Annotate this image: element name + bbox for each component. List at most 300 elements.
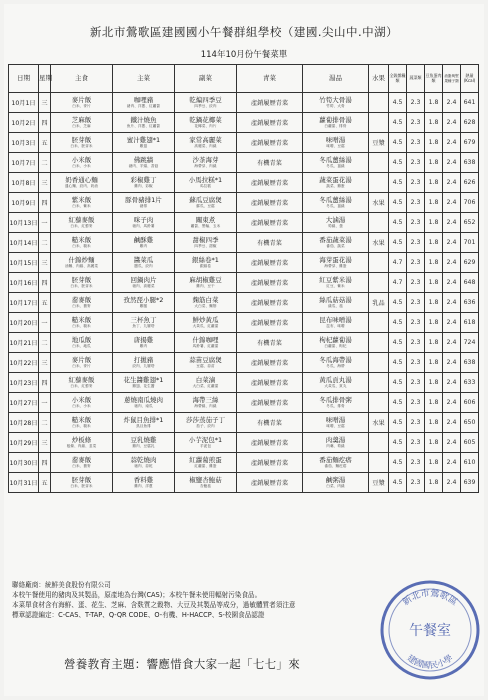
cell-soup-ingredients: 番茄、蔬菜 bbox=[326, 243, 345, 248]
cell-nutrition-n4: 2.4 bbox=[443, 373, 461, 393]
stamp-top-text: 新北市鶯歌區 bbox=[401, 588, 459, 608]
cell-main-dish: 蔥燒南瓜燒肉 bbox=[124, 395, 163, 404]
cell-nutrition-n3: 1.8 bbox=[425, 173, 443, 193]
cell-main bbox=[113, 233, 175, 253]
cell-nutrition-n5: 638 bbox=[461, 153, 479, 173]
cell-weekday: 二 bbox=[39, 333, 51, 353]
cell-nutrition-n2: 2.3 bbox=[407, 233, 425, 253]
cell-staple bbox=[51, 153, 113, 173]
cell-main bbox=[113, 273, 175, 293]
notes-block bbox=[12, 580, 372, 620]
cell-nutrition-n4: 2.4 bbox=[443, 293, 461, 313]
cell-nutrition-n5: 629 bbox=[461, 253, 479, 273]
cell-side bbox=[175, 253, 237, 273]
cell-nutrition-n2: 2.3 bbox=[407, 293, 425, 313]
cell-soup-dish: 黃瓜貢丸湯 bbox=[319, 375, 352, 384]
cell-soup-ingredients: 白菜、肉絲 bbox=[326, 483, 345, 488]
cell-main bbox=[113, 433, 175, 453]
cell-soup-ingredients: 番茄、麵疙瘩 bbox=[324, 463, 347, 468]
cell-side bbox=[175, 173, 237, 193]
cell-staple bbox=[51, 333, 113, 353]
cell-date: 10月1日 bbox=[9, 93, 39, 113]
cell-nutrition-n4: 2.4 bbox=[443, 213, 461, 233]
cell-side-ingredients: 杏鮑菇 bbox=[199, 483, 212, 488]
table-row bbox=[9, 393, 479, 413]
cell-vegetable: 產銷履歷青菜 bbox=[237, 393, 303, 413]
cell-nutrition-n4: 2.4 bbox=[443, 233, 461, 253]
cell-staple-dish: 麥片飯 bbox=[71, 95, 92, 104]
cell-side-dish: 紅蘿蔔煎蛋 bbox=[189, 455, 222, 464]
cell-soup-ingredients: 味噌、豆腐 bbox=[326, 143, 345, 148]
cell-main bbox=[113, 173, 175, 193]
cell-weekday: 五 bbox=[39, 473, 51, 493]
cell-side-ingredients: 海帶芽、肉絲 bbox=[194, 163, 217, 168]
cell-vegetable: 產銷履歷青菜 bbox=[237, 313, 303, 333]
cell-side bbox=[175, 433, 237, 453]
cell-side-ingredients: 茄子、絞肉 bbox=[196, 423, 215, 428]
cell-nutrition-n1: 4.5 bbox=[389, 193, 407, 213]
cell-soup-dish: 鹹粥湯 bbox=[325, 475, 346, 484]
cell-staple-dish: 糙米飯 bbox=[71, 415, 92, 424]
col-header-side: 副菜 bbox=[175, 65, 237, 93]
cell-main-dish: 三杯魚丁 bbox=[130, 315, 157, 324]
cell-soup-dish: 味噌湯 bbox=[325, 135, 346, 144]
cell-weekday: 五 bbox=[39, 133, 51, 153]
cell-staple bbox=[51, 373, 113, 393]
cell-nutrition-n1: 4.5 bbox=[389, 293, 407, 313]
cell-date: 10月15日 bbox=[9, 253, 39, 273]
cell-side-dish: 乾鍋花椰菜 bbox=[189, 115, 222, 124]
table-row bbox=[9, 353, 479, 373]
cell-staple-ingredients: 白米、小米 bbox=[72, 163, 91, 168]
cell-vegetable: 產銷履歷青菜 bbox=[237, 373, 303, 393]
cell-weekday: 三 bbox=[39, 93, 51, 113]
cell-nutrition-n1: 4.5 bbox=[389, 393, 407, 413]
cell-date: 10月27日 bbox=[9, 393, 39, 413]
cell-nutrition-n5: 636 bbox=[461, 293, 479, 313]
cell-nutrition-n3: 1.8 bbox=[425, 453, 443, 473]
cell-nutrition-n2: 2.3 bbox=[407, 413, 425, 433]
cell-side-dish: 沙茶海芽 bbox=[192, 155, 219, 164]
cell-soup bbox=[303, 173, 369, 193]
cell-nutrition-n4: 2.4 bbox=[443, 353, 461, 373]
cell-vegetable: 有機青菜 bbox=[237, 233, 303, 253]
cell-soup-ingredients: 竹筍、大骨 bbox=[326, 103, 345, 108]
cell-nutrition-n5: 724 bbox=[461, 333, 479, 353]
cell-nutrition-n2: 2.3 bbox=[407, 393, 425, 413]
cell-fruit bbox=[369, 253, 389, 273]
cell-soup-dish: 蘿蔔排骨湯 bbox=[319, 115, 352, 124]
cell-nutrition-n1: 4.5 bbox=[389, 473, 407, 493]
cell-vegetable: 產銷履歷青菜 bbox=[237, 93, 303, 113]
cell-nutrition-n1: 4.5 bbox=[389, 93, 407, 113]
cell-side-dish: 小馬拉糕*1 bbox=[188, 175, 223, 184]
cell-fruit bbox=[369, 213, 389, 233]
cell-side-ingredients: 大白菜、麵筋 bbox=[194, 303, 217, 308]
cell-date: 10月31日 bbox=[9, 473, 39, 493]
cell-nutrition-n5: 652 bbox=[461, 213, 479, 233]
nutrition-theme: 營養教育主題：響應惜食大家一起「七七」來 bbox=[64, 657, 300, 671]
cell-staple bbox=[51, 353, 113, 373]
cell-date: 10月16日 bbox=[9, 273, 39, 293]
cell-date: 10月17日 bbox=[9, 293, 39, 313]
cell-staple-ingredients: 白米、紫米 bbox=[72, 203, 91, 208]
cell-staple-dish: 胚芽飯 bbox=[71, 275, 92, 284]
cell-date: 10月29日 bbox=[9, 433, 39, 453]
svg-text:建國國民小學 bbox=[405, 652, 456, 671]
cell-staple bbox=[51, 313, 113, 333]
cell-main bbox=[113, 193, 175, 213]
cell-nutrition-n4: 2.4 bbox=[443, 273, 461, 293]
cell-side bbox=[175, 93, 237, 113]
cell-staple-ingredients: 白米、紅藜麥 bbox=[70, 383, 93, 388]
cell-soup-dish: 海芽蛋花湯 bbox=[319, 255, 352, 264]
cell-side-ingredients: 蘇瓜、豆腐 bbox=[196, 203, 215, 208]
cell-nutrition-n5: 618 bbox=[461, 313, 479, 333]
cell-staple-ingredients: 白米、糙米 bbox=[72, 243, 91, 248]
cell-fruit: 豆漿 bbox=[369, 473, 389, 493]
cell-fruit bbox=[369, 113, 389, 133]
cell-main bbox=[113, 393, 175, 413]
cell-main-ingredients: 魚片、洋蔥、紅蘿蔔 bbox=[126, 123, 161, 128]
cell-nutrition-n5: 639 bbox=[461, 473, 479, 493]
cell-soup bbox=[303, 353, 369, 373]
cell-soup bbox=[303, 153, 369, 173]
cell-fruit: 水果 bbox=[369, 233, 389, 253]
cell-main-ingredients: 雞翅、花生醬 bbox=[132, 383, 155, 388]
cell-soup-dish: 竹筍大骨湯 bbox=[319, 95, 352, 104]
cell-soup-ingredients: 味噌、豆腐 bbox=[326, 423, 345, 428]
cell-soup-dish: 冬瓜排骨粥 bbox=[319, 395, 352, 404]
cell-soup bbox=[303, 433, 369, 453]
cell-weekday: 三 bbox=[39, 173, 51, 193]
cell-main bbox=[113, 453, 175, 473]
cell-date: 10月30日 bbox=[9, 453, 39, 473]
cell-main bbox=[113, 353, 175, 373]
cell-nutrition-n4: 2.4 bbox=[443, 113, 461, 133]
cell-vegetable: 產銷履歷青菜 bbox=[237, 473, 303, 493]
table-row bbox=[9, 93, 479, 113]
cell-staple bbox=[51, 113, 113, 133]
cell-side-ingredients: 蘿蔔、黑輪、玉米 bbox=[190, 223, 221, 228]
table-row bbox=[9, 173, 479, 193]
table-row bbox=[9, 433, 479, 453]
cell-nutrition-n2: 2.3 bbox=[407, 353, 425, 373]
cell-side-ingredients: 馬拉糕 bbox=[199, 183, 212, 188]
cell-nutrition-n4: 2.4 bbox=[443, 453, 461, 473]
cell-weekday: 三 bbox=[39, 433, 51, 453]
cell-nutrition-n2: 2.3 bbox=[407, 473, 425, 493]
col-header-weekday: 星期 bbox=[39, 65, 51, 93]
cell-vegetable: 產銷履歷青菜 bbox=[237, 213, 303, 233]
cell-side bbox=[175, 213, 237, 233]
cell-nutrition-n1: 4.5 bbox=[389, 313, 407, 333]
cell-vegetable: 產銷履歷青菜 bbox=[237, 273, 303, 293]
cell-nutrition-n3: 1.8 bbox=[425, 313, 443, 333]
cell-staple-ingredients: 通心麵、絞肉、奶油 bbox=[64, 183, 99, 188]
cell-main bbox=[113, 253, 175, 273]
cell-main-dish: 花生醬雞翅*1 bbox=[123, 375, 164, 384]
cell-side bbox=[175, 153, 237, 173]
table-row bbox=[9, 193, 479, 213]
cell-nutrition-n1: 4.5 bbox=[389, 333, 407, 353]
cell-soup-dish: 味噌湯 bbox=[325, 415, 346, 424]
cell-weekday: 三 bbox=[39, 253, 51, 273]
cell-staple-dish: 紅藜麥飯 bbox=[68, 375, 95, 384]
cell-vegetable: 產銷履歷青菜 bbox=[237, 133, 303, 153]
cell-nutrition-n3: 1.8 bbox=[425, 213, 443, 233]
cell-main-ingredients: 豬肉、芋頭、香菇 bbox=[128, 163, 159, 168]
cell-vegetable: 產銷履歷青菜 bbox=[237, 113, 303, 133]
cell-nutrition-n1: 4.7 bbox=[389, 273, 407, 293]
cell-fruit bbox=[369, 433, 389, 453]
cell-soup-ingredients: 冬瓜、薑絲 bbox=[326, 163, 345, 168]
cell-nutrition-n5: 605 bbox=[461, 433, 479, 453]
cell-weekday: 三 bbox=[39, 353, 51, 373]
cell-main-dish: 回鍋肉片 bbox=[130, 275, 157, 284]
cell-side-dish: 莎莎蒸茄子丁 bbox=[186, 415, 225, 424]
cell-nutrition-n1: 4.5 bbox=[389, 373, 407, 393]
col-header-soup: 湯品 bbox=[303, 65, 369, 93]
cell-soup bbox=[303, 473, 369, 493]
col-header-staple: 主食 bbox=[51, 65, 113, 93]
cell-nutrition-n3: 1.8 bbox=[425, 233, 443, 253]
cell-side-dish: 麴筋白菜 bbox=[192, 295, 219, 304]
cell-side-dish: 關東煮 bbox=[195, 215, 216, 224]
cell-side-dish: 白菜滷 bbox=[195, 375, 216, 384]
cell-soup-dish: 大滷湯 bbox=[325, 215, 346, 224]
cell-staple-dish: 地瓜飯 bbox=[71, 335, 92, 344]
cell-soup bbox=[303, 93, 369, 113]
cell-nutrition-n1: 4.7 bbox=[389, 253, 407, 273]
cell-side-dish: 銀絲卷*1 bbox=[192, 255, 219, 264]
cell-nutrition-n3: 1.8 bbox=[425, 193, 443, 213]
cell-main-ingredients: 雞腿 bbox=[139, 303, 148, 308]
cell-soup bbox=[303, 193, 369, 213]
cell-soup-ingredients: 絲瓜、菇 bbox=[328, 303, 343, 308]
cell-side bbox=[175, 113, 237, 133]
cell-staple-dish: 蕎麥飯 bbox=[71, 295, 92, 304]
cell-date: 10月2日 bbox=[9, 113, 39, 133]
stamp-center-text: 午餐室 bbox=[409, 623, 451, 639]
cell-side-dish: 什錦咖哩 bbox=[192, 335, 219, 344]
cell-side bbox=[175, 273, 237, 293]
cell-side-ingredients: 大黃瓜、紅蘿蔔 bbox=[192, 323, 219, 328]
cell-soup-dish: 枸杞蘿蔔湯 bbox=[319, 335, 352, 344]
cell-date: 10月7日 bbox=[9, 153, 39, 173]
cell-nutrition-n2: 2.3 bbox=[407, 433, 425, 453]
cell-fruit: 乳品 bbox=[369, 293, 389, 313]
cell-side-ingredients: 四季豆、絞肉 bbox=[194, 103, 217, 108]
cell-weekday: 四 bbox=[39, 273, 51, 293]
cell-fruit bbox=[369, 273, 389, 293]
cell-nutrition-n5: 626 bbox=[461, 173, 479, 193]
cell-main-dish: 香料雞 bbox=[133, 475, 154, 484]
col-header-fruit: 水果 bbox=[369, 65, 389, 93]
cell-soup-ingredients: 筍絲、蛋 bbox=[328, 223, 343, 228]
cell-nutrition-n1: 4.5 bbox=[389, 413, 407, 433]
cell-staple-dish: 糙米飯 bbox=[71, 235, 92, 244]
cell-weekday: 一 bbox=[39, 313, 51, 333]
cell-date: 10月23日 bbox=[9, 373, 39, 393]
cell-side-ingredients: 雞肉、豆干 bbox=[196, 283, 215, 288]
cell-main-ingredients: 豬肉、高麗菜 bbox=[132, 283, 155, 288]
cell-side bbox=[175, 473, 237, 493]
cell-date: 10月22日 bbox=[9, 353, 39, 373]
cell-side bbox=[175, 453, 237, 473]
cell-main-ingredients: 雞翅 bbox=[139, 143, 148, 148]
cell-nutrition-n1: 4.5 bbox=[389, 153, 407, 173]
cell-soup bbox=[303, 293, 369, 313]
cell-nutrition-n2: 2.3 bbox=[407, 133, 425, 153]
cell-nutrition-n4: 2.4 bbox=[443, 473, 461, 493]
cell-side-dish: 椒鹽杏鮑菇 bbox=[189, 475, 222, 484]
cell-main-dish: 鹹酥雞 bbox=[133, 235, 154, 244]
cell-main-dish: 蜜汁雞翅*1 bbox=[126, 135, 161, 144]
cell-fruit bbox=[369, 153, 389, 173]
cell-staple-ingredients: 板條、肉絲、韭菜 bbox=[66, 443, 97, 448]
cell-soup bbox=[303, 313, 369, 333]
cell-main bbox=[113, 313, 175, 333]
cell-nutrition-n3: 1.8 bbox=[425, 433, 443, 453]
cell-staple bbox=[51, 433, 113, 453]
cell-nutrition-n4: 2.4 bbox=[443, 173, 461, 193]
cell-side-ingredients: 銀絲卷 bbox=[199, 263, 212, 268]
cell-date: 10月28日 bbox=[9, 413, 39, 433]
cell-side-dish: 蒜苗豆腐煲 bbox=[189, 355, 222, 364]
cell-main-dish: 唐揚雞 bbox=[133, 335, 154, 344]
cell-weekday: 二 bbox=[39, 153, 51, 173]
cell-nutrition-n2: 2.3 bbox=[407, 113, 425, 133]
cell-main-ingredients: 豬肉、南瓜 bbox=[134, 403, 153, 408]
cell-side-ingredients: 海帶絲、肉絲 bbox=[194, 403, 217, 408]
menu-sheet bbox=[4, 4, 484, 696]
cell-fruit bbox=[369, 373, 389, 393]
cell-vegetable: 產銷履歷青菜 bbox=[237, 253, 303, 273]
cell-nutrition-n3: 1.8 bbox=[425, 333, 443, 353]
stamp-bottom-text: 建國國民小學 bbox=[404, 653, 456, 672]
cell-nutrition-n3: 1.8 bbox=[425, 353, 443, 373]
col-header-main: 主菜 bbox=[113, 65, 175, 93]
cell-side bbox=[175, 233, 237, 253]
cell-nutrition-n1: 4.5 bbox=[389, 353, 407, 373]
cell-date: 10月8日 bbox=[9, 173, 39, 193]
cell-nutrition-n3: 1.8 bbox=[425, 133, 443, 153]
cell-nutrition-n3: 1.8 bbox=[425, 153, 443, 173]
cell-vegetable: 有機青菜 bbox=[237, 333, 303, 353]
cell-nutrition-n2: 2.3 bbox=[407, 373, 425, 393]
cell-staple-dish: 胚芽飯 bbox=[71, 135, 92, 144]
cell-vegetable: 產銷履歷青菜 bbox=[237, 293, 303, 313]
cell-side-ingredients: 馬鈴薯、紅蘿蔔 bbox=[192, 343, 219, 348]
cell-vegetable: 產銷履歷青菜 bbox=[237, 453, 303, 473]
cell-weekday: 一 bbox=[39, 213, 51, 233]
cell-nutrition-n2: 2.3 bbox=[407, 453, 425, 473]
cell-side bbox=[175, 293, 237, 313]
col-header-kcal: 熱量(Kcal) bbox=[461, 65, 479, 93]
cell-weekday: 四 bbox=[39, 113, 51, 133]
cell-main-ingredients: 雞肉、彩椒 bbox=[134, 183, 153, 188]
cell-nutrition-n3: 1.8 bbox=[425, 413, 443, 433]
cell-main-dish: 豆乳燒雞 bbox=[130, 435, 157, 444]
cell-nutrition-n2: 2.3 bbox=[407, 93, 425, 113]
cell-main bbox=[113, 213, 175, 233]
pork-origin-note: 本校午餐使用的豬肉及其製品，原產地為台灣(CAS)；本校午餐未使用輻射污染食品。 bbox=[12, 591, 262, 599]
cell-soup bbox=[303, 253, 369, 273]
cell-soup-dish: 冬瓜薑絲湯 bbox=[319, 195, 352, 204]
cell-staple-ingredients: 白米、蕎麥 bbox=[72, 463, 91, 468]
cell-main bbox=[113, 133, 175, 153]
cell-fruit: 水果 bbox=[369, 413, 389, 433]
cell-staple-dish: 炒板條 bbox=[71, 435, 92, 444]
cell-side bbox=[175, 193, 237, 213]
col-header-grains: 全穀雜糧類 bbox=[389, 65, 407, 93]
cell-nutrition-n1: 4.5 bbox=[389, 233, 407, 253]
allergen-note: 本菜單食材含有海鮮、蛋、花生、芝麻、含麩質之穀物、大豆及其製品等成分，過敏體質者須注意 bbox=[12, 601, 296, 609]
cell-soup-ingredients: 冬瓜、海帶 bbox=[326, 363, 345, 368]
cell-side-ingredients: 豆腐、蒜苗 bbox=[196, 363, 215, 368]
cell-soup-dish: 冬瓜海帶湯 bbox=[319, 355, 352, 364]
cell-main bbox=[113, 333, 175, 353]
cell-main-ingredients: 雞肉、豆腐乳 bbox=[132, 443, 155, 448]
cell-weekday: 四 bbox=[39, 453, 51, 473]
cell-nutrition-n2: 2.3 bbox=[407, 193, 425, 213]
cell-main-dish: 醬菜瓜 bbox=[133, 255, 154, 264]
cell-staple bbox=[51, 173, 113, 193]
cell-soup bbox=[303, 133, 369, 153]
cell-staple-dish: 糙米飯 bbox=[71, 315, 92, 324]
col-header-protein: 豆魚蛋肉類 bbox=[425, 65, 443, 93]
cell-staple bbox=[51, 413, 113, 433]
cell-soup bbox=[303, 273, 369, 293]
cell-main bbox=[113, 473, 175, 493]
table-row bbox=[9, 133, 479, 153]
cell-main-dish: 炸鼠目魚排*1 bbox=[123, 415, 164, 424]
cell-nutrition-n5: 679 bbox=[461, 133, 479, 153]
cell-fruit: 水果 bbox=[369, 193, 389, 213]
table-row bbox=[9, 293, 479, 313]
cell-staple bbox=[51, 233, 113, 253]
cell-staple-ingredients: 白米、胚芽米 bbox=[70, 283, 93, 288]
table-row bbox=[9, 413, 479, 433]
cell-soup-dish: 番茄麵疙瘩 bbox=[319, 455, 352, 464]
cell-nutrition-n5: 706 bbox=[461, 193, 479, 213]
cell-soup-ingredients: 海帶芽、雞蛋 bbox=[324, 263, 347, 268]
cell-nutrition-n3: 1.8 bbox=[425, 93, 443, 113]
cell-staple-dish: 芝麻飯 bbox=[71, 115, 92, 124]
cell-fruit bbox=[369, 173, 389, 193]
cell-staple-dish: 小米飯 bbox=[71, 155, 92, 164]
cell-staple-ingredients: 白米、蕎麥 bbox=[72, 303, 91, 308]
cell-side-ingredients: 花椰菜、肉片 bbox=[194, 123, 217, 128]
cell-side bbox=[175, 313, 237, 333]
cell-staple-ingredients: 白米、糙米 bbox=[72, 323, 91, 328]
cell-main-dish: 咖哩豬 bbox=[133, 95, 154, 104]
cell-side bbox=[175, 393, 237, 413]
cell-main-dish: 鐵汁燒魚 bbox=[130, 115, 157, 124]
cell-main-ingredients: 雞肉、洋蔥 bbox=[134, 483, 153, 488]
cell-main bbox=[113, 293, 175, 313]
cell-vegetable: 產銷履歷青菜 bbox=[237, 173, 303, 193]
table-row bbox=[9, 233, 479, 253]
cell-nutrition-n4: 2.4 bbox=[443, 153, 461, 173]
menu-rows bbox=[9, 93, 479, 493]
cell-main-ingredients: 雞肉 bbox=[139, 343, 148, 348]
cell-nutrition-n4: 2.4 bbox=[443, 253, 461, 273]
cell-staple bbox=[51, 273, 113, 293]
cell-soup bbox=[303, 453, 369, 473]
table-row bbox=[9, 213, 479, 233]
